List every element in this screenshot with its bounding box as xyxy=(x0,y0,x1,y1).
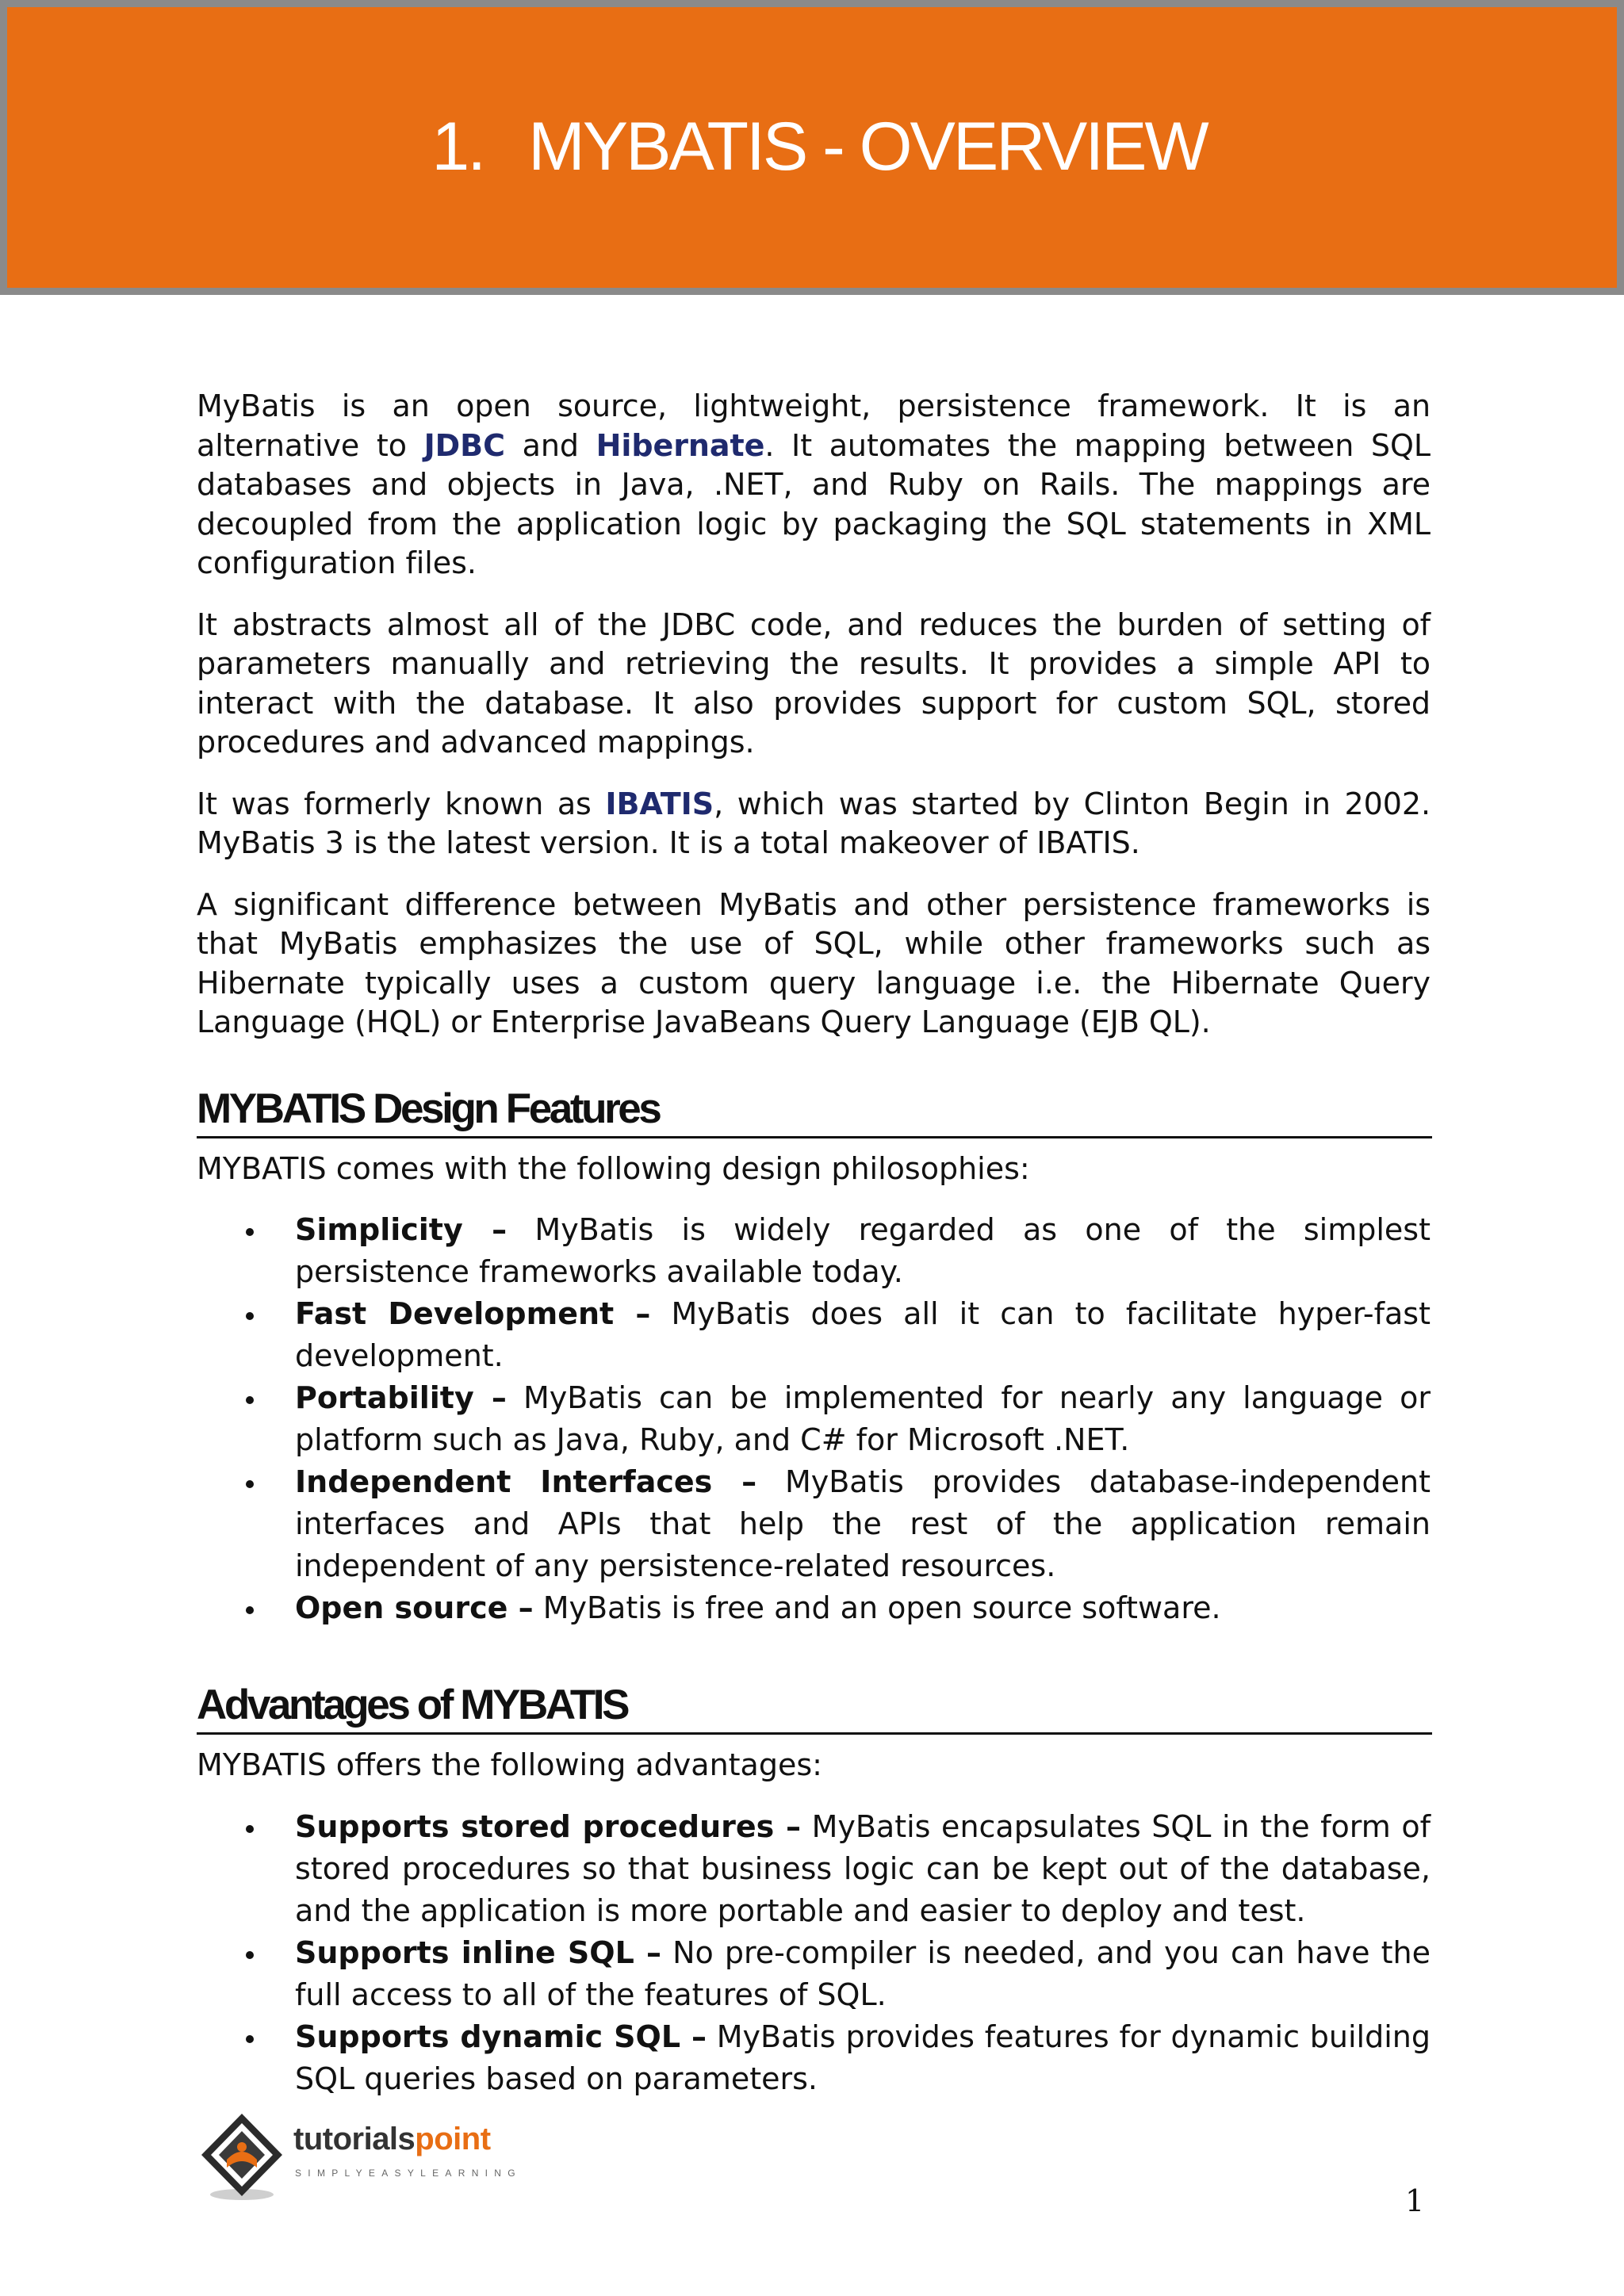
logo-word-2: point xyxy=(415,2122,491,2156)
list-item-term: Open source – xyxy=(295,1590,534,1625)
list-item-term: Fast Development – xyxy=(295,1296,651,1331)
list-item-text: MyBatis can be implemented for nearly any language or platform such as Java, Ruby, and C# for Microsoft .NET. xyxy=(295,1380,1431,1457)
list-item-term: Supports inline SQL – xyxy=(295,1934,662,1970)
bullet-icon xyxy=(246,1228,254,1236)
list-item-term: Supports stored procedures – xyxy=(295,1808,801,1844)
list-item-text: MyBatis provides database-independent interfaces and APIs that help the rest of the application remain independent of any persistence-related resources. xyxy=(295,1464,1431,1583)
text: MyBatis is an open source, lightweight, persistence framework. It is an alternative to xyxy=(197,388,1431,463)
text: , which was started by Clinton Begin in 2002. MyBatis 3 is the latest version. It is a total makeover of IBATIS. xyxy=(197,786,1431,860)
bullet-icon xyxy=(246,1396,254,1404)
bullet-icon xyxy=(246,1825,254,1833)
bullet-icon xyxy=(246,1312,254,1320)
list-item-text: MyBatis is free and an open source software. xyxy=(533,1590,1221,1625)
list-item-text: MyBatis does all it can to facilitate hyper-fast development. xyxy=(295,1296,1431,1373)
design-features-list xyxy=(197,1209,1431,1629)
page-content xyxy=(197,387,1431,2100)
text: . It automates the mapping between SQL databases and objects in Java, .NET, and Ruby on Rails. The mappings are decoupled from the application logic by packaging the SQL statements in XML configuration files. xyxy=(197,427,1431,580)
paragraph-difference: A significant difference between MyBatis and other persistence frameworks is that MyBatis emphasizes the use of SQL, while other frameworks such as Hibernate typically uses a custom query language i.e. the Hibernate Query Language (HQL) or Enterprise JavaBeans Query Language (EJB QL). xyxy=(197,886,1431,1039)
bullet-icon xyxy=(246,1480,254,1488)
bullet-icon xyxy=(246,1606,254,1614)
list-item-text: MyBatis is widely regarded as one of the simplest persistence frameworks available today. xyxy=(295,1212,1431,1289)
logo-mark-icon xyxy=(195,2109,289,2202)
design-features-intro: MYBATIS comes with the following design philosophies: xyxy=(197,1150,1030,1186)
list-item xyxy=(197,1587,1431,1629)
list-item-text: No pre-compiler is needed, and you can have the full access to all of the features of SQL. xyxy=(295,1934,1431,2012)
logo-wordmark xyxy=(293,2122,491,2157)
advantages-list xyxy=(197,1806,1431,2100)
page-number: 1 xyxy=(1405,2183,1425,2218)
list-item xyxy=(197,1806,1431,1932)
chapter-banner xyxy=(0,0,1624,295)
bullet-icon xyxy=(246,1951,254,1959)
list-item xyxy=(197,1932,1431,2016)
tutorialspoint-logo xyxy=(195,2109,541,2202)
advantages-intro: MYBATIS offers the following advantages: xyxy=(197,1747,822,1782)
keyword-hibernate: Hibernate xyxy=(596,427,765,463)
list-item xyxy=(197,2016,1431,2100)
list-item-text: MyBatis encapsulates SQL in the form of stored procedures so that business logic can be kept out of the database, and the application is more portable and easier to deploy and test. xyxy=(295,1808,1431,1928)
list-item-term: Supports dynamic SQL – xyxy=(295,2019,707,2054)
list-item xyxy=(197,1293,1431,1377)
list-item-term: Portability – xyxy=(295,1380,507,1415)
text: It was formerly known as xyxy=(197,786,606,821)
list-item xyxy=(197,1209,1431,1293)
list-item-text: MyBatis provides features for dynamic building SQL queries based on parameters. xyxy=(295,2019,1431,2096)
keyword-ibatis: IBATIS xyxy=(605,786,714,821)
paragraph-history xyxy=(197,785,1431,863)
keyword-jdbc: JDBC xyxy=(423,427,505,463)
text: and xyxy=(504,427,596,463)
list-item-term: Simplicity – xyxy=(295,1212,508,1247)
list-item-term: Independent Interfaces – xyxy=(295,1464,757,1499)
chapter-number: 1. xyxy=(431,109,485,185)
list-item xyxy=(197,1377,1431,1461)
logo-tagline: SIMPLYEASYLEARNING xyxy=(295,2168,522,2179)
paragraph-intro xyxy=(197,387,1431,584)
logo-word-1: tutorials xyxy=(293,2122,416,2156)
chapter-title-text: MYBATIS - OVERVIEW xyxy=(528,109,1207,185)
section-heading-advantages: Advantages of MYBATIS xyxy=(197,1680,1432,1735)
chapter-title xyxy=(7,107,1624,186)
paragraph-jdbc-abstraction: It abstracts almost all of the JDBC code, and reduces the burden of setting of parameters manually and retrieving the results. It provides a simple API to interact with the database. It also provides support for custom SQL, stored procedures and advanced mappings. xyxy=(197,607,1431,760)
section-heading-design-features: MYBATIS Design Features xyxy=(197,1084,1432,1138)
list-item xyxy=(197,1461,1431,1587)
bullet-icon xyxy=(246,2035,254,2043)
